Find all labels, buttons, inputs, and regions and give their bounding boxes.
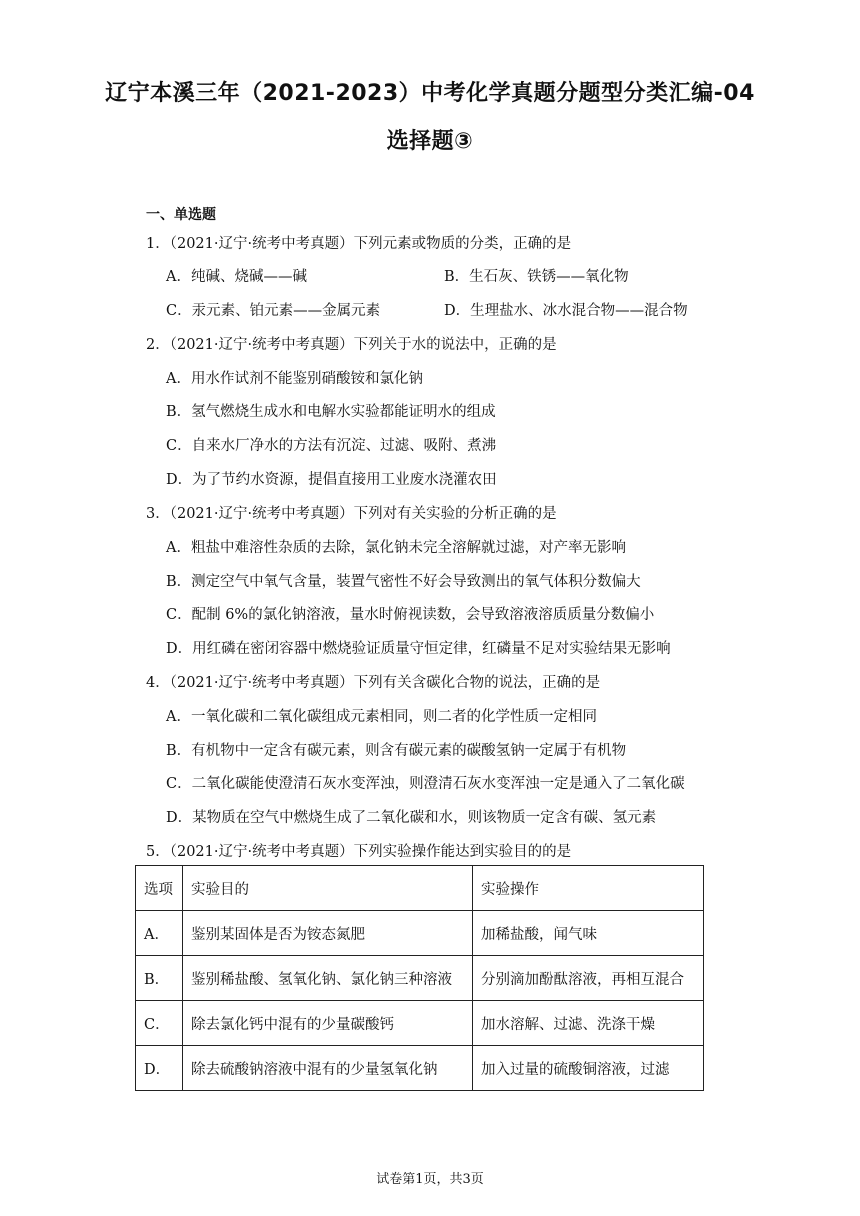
- question-2-option-d: D．为了节约水资源，提倡直接用工业废水浇灌农田: [166, 472, 497, 488]
- table-cell-option: B．: [136, 956, 183, 1001]
- question-5-table: [135, 865, 704, 1091]
- page-footer: 试卷第1页，共3页: [376, 1172, 484, 1187]
- table-header-operation: 实验操作: [473, 866, 704, 911]
- table-row: [136, 956, 704, 1001]
- question-4-option-d: D．某物质在空气中燃烧生成了二氧化碳和水，则该物质一定含有碳、氢元素: [166, 810, 657, 826]
- table-cell-option: D．: [136, 1046, 183, 1091]
- table-cell-purpose: 除去硫酸钠溶液中混有的少量氢氧化钠: [183, 1046, 473, 1091]
- question-1-option-b: B．生石灰、铁锈——氧化物: [444, 269, 629, 285]
- question-1-option-c: C．汞元素、铂元素——金属元素: [166, 303, 381, 319]
- question-5-stem: 5．（2021·辽宁·统考中考真题）下列实验操作能达到实验目的的是: [146, 844, 572, 860]
- question-2-stem: 2．（2021·辽宁·统考中考真题）下列关于水的说法中，正确的是: [146, 337, 557, 353]
- question-1-option-a: A．纯碱、烧碱——碱: [166, 269, 307, 285]
- question-1-stem: 1．（2021·辽宁·统考中考真题）下列元素或物质的分类，正确的是: [146, 236, 572, 252]
- page-title: 辽宁本溪三年（2021-2023）中考化学真题分题型分类汇编-04: [105, 81, 755, 106]
- question-3-option-c: C．配制 6%的氯化钠溶液，量水时俯视读数，会导致溶液溶质质量分数偏小: [166, 607, 655, 623]
- question-2-option-c: C．自来水厂净水的方法有沉淀、过滤、吸附、煮沸: [166, 438, 497, 454]
- table-cell-purpose: 鉴别稀盐酸、氢氧化钠、氯化钠三种溶液: [183, 956, 473, 1001]
- table-row: [136, 911, 704, 956]
- question-2-option-a: A．用水作试剂不能鉴别硝酸铵和氯化钠: [166, 371, 423, 387]
- question-3-option-a: A．粗盐中难溶性杂质的去除，氯化钠未完全溶解就过滤，对产率无影响: [166, 540, 626, 556]
- page-subtitle: 选择题③: [386, 129, 474, 154]
- table-header-purpose: 实验目的: [183, 866, 473, 911]
- question-4-option-a: A．一氧化碳和二氧化碳组成元素相同，则二者的化学性质一定相同: [166, 709, 597, 725]
- section-heading: 一、单选题: [146, 207, 216, 223]
- question-4-option-c: C．二氧化碳能使澄清石灰水变浑浊，则澄清石灰水变浑浊一定是通入了二氧化碳: [166, 776, 685, 792]
- question-3-option-d: D．用红磷在密闭容器中燃烧验证质量守恒定律，红磷量不足对实验结果无影响: [166, 641, 671, 657]
- table-cell-operation: 分别滴加酚酞溶液，再相互混合: [473, 956, 704, 1001]
- table-cell-operation: 加稀盐酸，闻气味: [473, 911, 704, 956]
- table-cell-purpose: 鉴别某固体是否为铵态氮肥: [183, 911, 473, 956]
- table-cell-option: C．: [136, 1001, 183, 1046]
- question-1-option-d: D．生理盐水、冰水混合物——混合物: [444, 303, 688, 319]
- question-4-stem: 4．（2021·辽宁·统考中考真题）下列有关含碳化合物的说法，正确的是: [146, 675, 601, 691]
- table-cell-option: A．: [136, 911, 183, 956]
- table-cell-operation: 加水溶解、过滤、洗涤干燥: [473, 1001, 704, 1046]
- table-row: [136, 1001, 704, 1046]
- question-4-option-b: B．有机物中一定含有碳元素，则含有碳元素的碳酸氢钠一定属于有机物: [166, 743, 627, 759]
- table-row: [136, 1046, 704, 1091]
- question-3-stem: 3．（2021·辽宁·统考中考真题）下列对有关实验的分析正确的是: [146, 506, 557, 522]
- table-cell-operation: 加入过量的硫酸铜溶液，过滤: [473, 1046, 704, 1091]
- table-header-option: 选项: [136, 866, 183, 911]
- question-2-option-b: B．氢气燃烧生成水和电解水实验都能证明水的组成: [166, 404, 496, 420]
- table-header-row: [136, 866, 704, 911]
- table-cell-purpose: 除去氯化钙中混有的少量碳酸钙: [183, 1001, 473, 1046]
- question-3-option-b: B．测定空气中氧气含量，装置气密性不好会导致测出的氧气体积分数偏大: [166, 574, 641, 590]
